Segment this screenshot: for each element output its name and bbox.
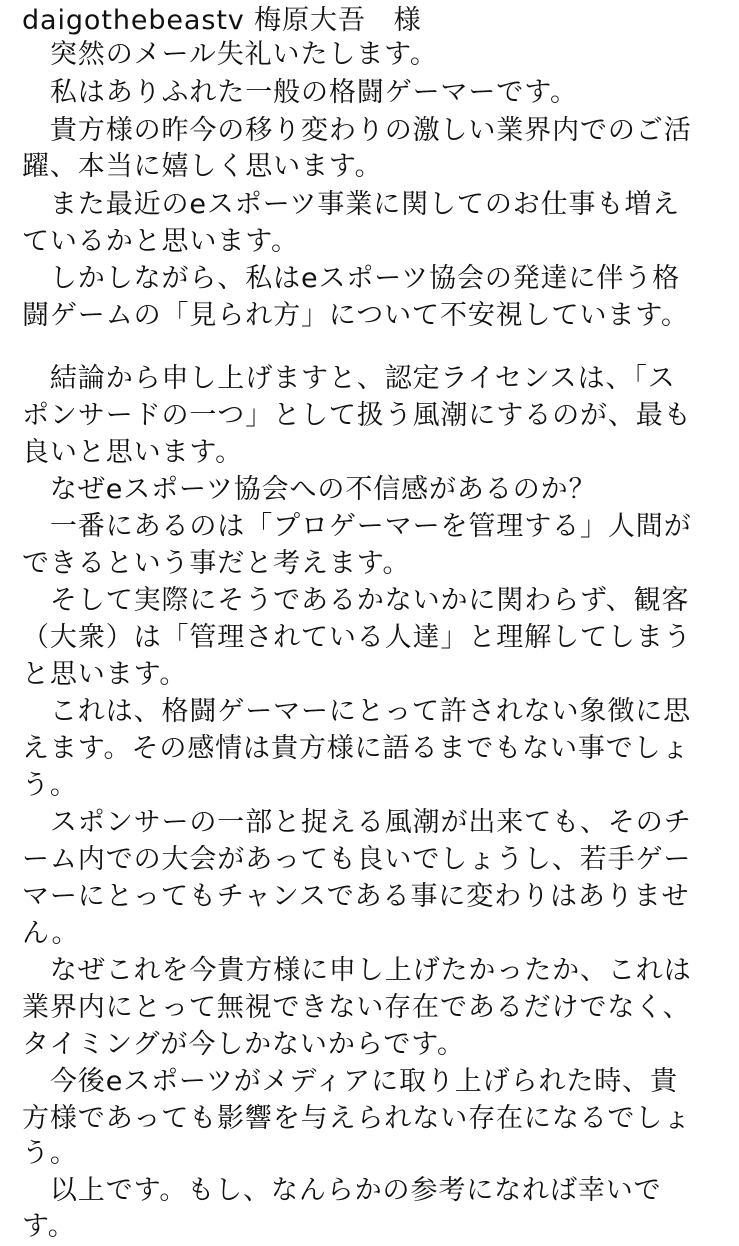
letter-header-line: daigothebeastv 梅原大吾 様: [22, 5, 422, 36]
letter-line: 躍、本当に嬉しく思います。: [22, 151, 383, 182]
letter-line: 結論から申し上げますと、認定ライセンスは、「ス: [22, 363, 676, 394]
letter-line: マーにとってもチャンスである事に変わりはありませ: [22, 881, 690, 912]
letter-line: ーム内での大会があっても良いでしょうし、若手ゲー: [22, 844, 692, 875]
letter-line: スポンサーの一部と捉える風潮が出来ても、そのチ: [22, 807, 692, 838]
letter-line: 私はありふれた一般の格闘ゲーマーです。: [22, 77, 578, 108]
letter-line: また最近のeスポーツ事業に関してのお仕事も増え: [22, 189, 681, 220]
letter-line: なぜeスポーツ協会への不信感があるのか？: [22, 474, 597, 505]
letter-line: そして実際にそうであるかないかに関わらず、観客: [22, 585, 690, 616]
letter-line: 以上です。もし、なんらかの参考になれば幸いで: [22, 1175, 662, 1206]
letter-line: 業界内にとって無視できない存在であるだけでなく、: [22, 992, 691, 1023]
letter-line: えます。その感情は貴方様に語るまでもない事でしょ: [22, 733, 690, 764]
letter-line: ポンサードの一つ」として扱う風潮にするのが、最も: [22, 400, 692, 431]
letter-line: （大衆）は「管理されている人達」と理解してしまう: [22, 622, 692, 653]
letter-line: なぜこれを今貴方様に申し上げたかったか、これは: [22, 955, 692, 986]
letter-line: ているかと思います。: [22, 226, 299, 257]
letter-line: 今後eスポーツがメディアに取り上げられた時、貴: [22, 1066, 678, 1097]
letter-line: タイミングが今しかないからです。: [22, 1029, 465, 1060]
letter-line-cutoff: す。: [22, 1211, 76, 1242]
letter-line: これは、格闘ゲーマーにとって許されない象徴に思: [22, 696, 692, 727]
letter-line: 一番にあるのは「プロゲーマーを管理する」人間が: [22, 511, 692, 542]
letter-line: 方様であっても影響を与えられない存在になるでしょ: [22, 1103, 692, 1134]
letter-line: しかしながら、私はeスポーツ協会の発達に伴う格: [22, 263, 681, 294]
letter-line: 貴方様の昨今の移り変わりの激しい業界内でのご活: [22, 115, 692, 146]
letter-line: できるという事だと考えます。: [22, 548, 411, 579]
letter-line: 闘ゲームの「見られ方」について不安視しています。: [22, 300, 689, 331]
letter-line: う。: [22, 770, 78, 801]
letter-line: と思います。: [22, 659, 188, 690]
letter-line: ん。: [22, 918, 80, 949]
letter-line: う。: [22, 1138, 78, 1169]
letter-line: 良いと思います。: [22, 437, 244, 468]
letter-line: 突然のメール失礼いたします。: [22, 39, 438, 70]
